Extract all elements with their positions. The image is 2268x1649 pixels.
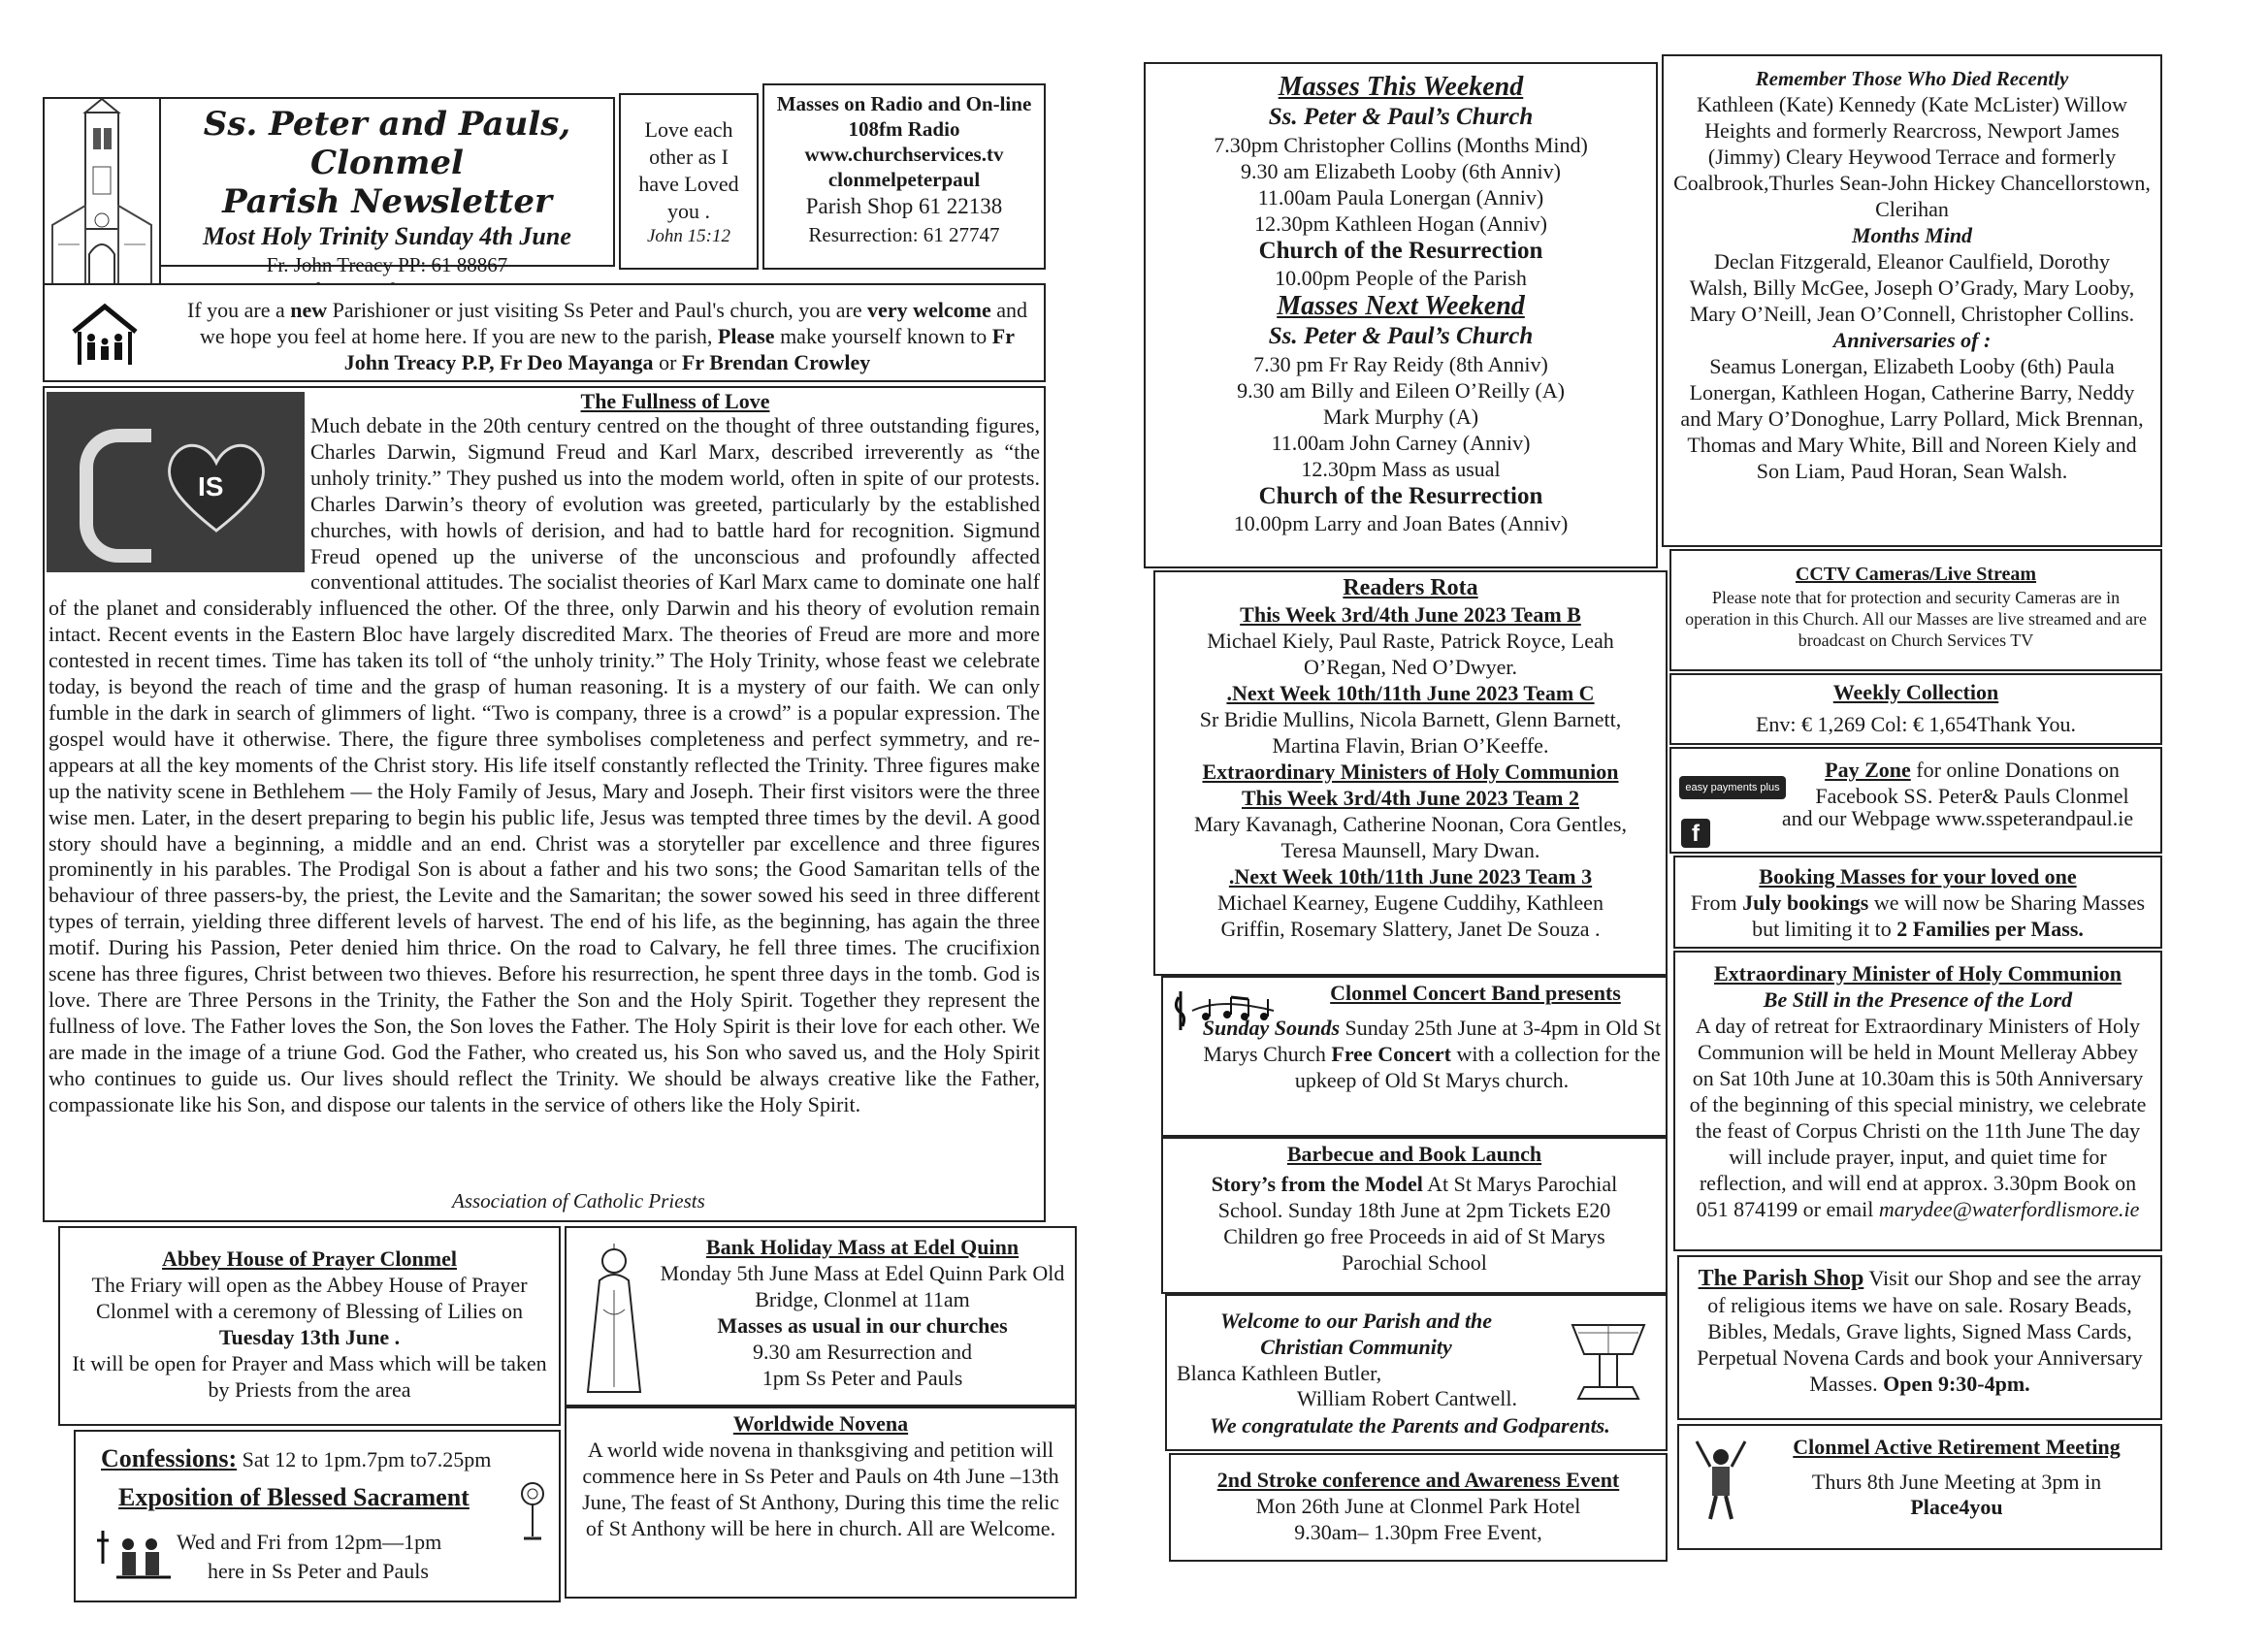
readers-w4-names: Michael Kearney, Eugene Cuddihy, Kathleen Griffin, Rosemary Slattery, Janet De Souza . bbox=[1217, 890, 1604, 941]
parish-shop-text: The Parish Shop Visit our Shop and see the array of religious items we have on sale. Rosary Beads, Bibles, Medals, Grave lights, Signed Mass Cards, Perpetual Novena Cards and book your Anniversary Masses. Open 9:30-4pm. bbox=[1697, 1266, 2143, 1396]
church1-title: Ss. Peter & Paul’s Church bbox=[1268, 104, 1534, 130]
readers-w3-names: Mary Kavanagh, Catherine Noonan, Cora Gentles, Teresa Maunsell, Mary Dwan. bbox=[1194, 812, 1627, 862]
tw-line-2: 9.30 am Elizabeth Looby (6th Anniv) bbox=[1241, 159, 1561, 183]
article-author: Association of Catholic Priests bbox=[452, 1189, 705, 1212]
tw-line-3: 11.00am Paula Lonergan (Anniv) bbox=[1257, 185, 1544, 210]
welcome-box bbox=[43, 283, 1046, 382]
concert-box bbox=[1161, 976, 1668, 1137]
church1-title-next: Ss. Peter & Paul’s Church bbox=[1268, 323, 1534, 349]
baptism-name1: Blanca Kathleen Butler, bbox=[1177, 1361, 1382, 1385]
abbey-box bbox=[58, 1226, 561, 1426]
payzone-box bbox=[1669, 747, 2162, 854]
readers-w4-title: .Next Week 10th/11th June 2023 Team 3 bbox=[1228, 864, 1593, 889]
months-mind-names: Declan Fitzgerald, Eleanor Caulfield, Dorothy Walsh, Billy McGee, Joseph O’Grady, Mary Looby, Mary O’Neill, Jean O’Connell, Christopher Collins. bbox=[1689, 249, 2135, 326]
bank-holiday-title: Bank Holiday Mass at Edel Quinn bbox=[705, 1235, 1020, 1259]
radio-url[interactable]: www.churchservices.tv bbox=[804, 143, 1004, 166]
float-spacer bbox=[49, 413, 310, 580]
nw-res-line: 10.00pm Larry and Joan Bates (Anniv) bbox=[1233, 511, 1569, 535]
masses-box bbox=[1144, 62, 1658, 568]
readers-w1-title: This Week 3rd/4th June 2023 Team B bbox=[1240, 602, 1581, 627]
nw-line-5: 12.30pm Mass as usual bbox=[1301, 457, 1501, 481]
article-body-wrap bbox=[49, 413, 1040, 1117]
collection-box bbox=[1669, 673, 2162, 745]
baptism-congrats: We congratulate the Parents and Godparents. bbox=[1210, 1413, 1610, 1438]
remember-title: Remember Those Who Died Recently bbox=[1755, 67, 2069, 90]
exposition-line1: Wed and Fri from 12pm—1pm bbox=[177, 1530, 442, 1554]
abbey-text-2: It will be open for Prayer and Mass which will be taken by Priests from the area bbox=[72, 1351, 547, 1402]
collection-title: Weekly Collection bbox=[1832, 680, 1999, 704]
cctv-text: Please note that for protection and security Cameras are in operation in this Church. All our Masses are live streamed and are broadcast on Church Services TV bbox=[1685, 588, 2147, 650]
church2-title: Church of the Resurrection bbox=[1258, 238, 1543, 264]
priest-1: Fr. John Treacy PP: 61 88867 bbox=[266, 253, 508, 276]
quote-text: Love each other as I have Loved you . bbox=[638, 117, 739, 223]
em-title: Extraordinary Ministers of Holy Communion bbox=[1202, 760, 1619, 784]
baptismal-font-icon bbox=[1565, 1306, 1652, 1403]
bank-holiday-line3: 9.30 am Resurrection and bbox=[752, 1340, 973, 1364]
radio-title: Masses on Radio and On-line 108fm Radio bbox=[776, 92, 1032, 141]
em-day-text: A day of retreat for Extraordinary Ministers of Holy Communion will be held in Mount Melleray Abbey on Sat 10th June at 10.30am this is 50th Anniversary of the beginning of this special ministry, we celebrate the feast of Corpus Christi on the 11th June The day will include prayer, input, and quiet time for reflection, and will end at approx. 3.30pm Book on 051 874199 or email marydee@waterfordlismore.ie bbox=[1689, 1014, 2147, 1221]
novena-text: A world wide novena in thanksgiving and petition will commence here in Ss Peter and Pauls on 4th June –13th June, The feast of St Anthony, During this time the relic of St Anthony will be here in church. All are Welcome. bbox=[582, 1438, 1059, 1540]
baptism-name2: William Robert Cantwell. bbox=[1297, 1386, 1518, 1410]
this-weekend-list bbox=[1146, 132, 1656, 237]
active-retirement-icon bbox=[1687, 1436, 1755, 1523]
novena-title: Worldwide Novena bbox=[732, 1411, 909, 1436]
em-day-title: Extraordinary Minister of Holy Communion bbox=[1713, 961, 2122, 986]
bank-holiday-line4: 1pm Ss Peter and Pauls bbox=[761, 1366, 963, 1390]
parish-shop-box bbox=[1677, 1255, 2162, 1420]
remember-names: Kathleen (Kate) Kennedy (Kate McLister) Willow Heights and formerly Rearcross, Newport James (Jimmy) Cleary Heywood Terrace and formerly Coalbrook,Thurles Sean-John Hickey Chancellorstown, Clerihan bbox=[1673, 92, 2151, 221]
barbecue-box bbox=[1161, 1137, 1668, 1294]
shop-phone: Parish Shop 61 22138 bbox=[805, 194, 1003, 218]
radio-id: clonmelpeterpaul bbox=[827, 168, 981, 191]
tw-line-1: 7.30pm Christopher Collins (Months Mind) bbox=[1214, 133, 1588, 157]
anniversaries-title: Anniversaries of : bbox=[1832, 328, 1992, 352]
readers-w2-names: Sr Bridie Mullins, Nicola Barnett, Glenn Barnett, Martina Flavin, Brian O’Keeffe. bbox=[1199, 707, 1622, 758]
bank-holiday-box bbox=[565, 1226, 1077, 1406]
remember-box bbox=[1662, 54, 2162, 547]
quote-ref: John 15:12 bbox=[646, 226, 730, 246]
abbey-text: The Friary will open as the Abbey House of Prayer Clonmel with a ceremony of Blessing of Lilies on Tuesday 13th June . bbox=[91, 1273, 528, 1349]
booking-text: From July bookings we will now be Sharing Masses but limiting it to 2 Families per Mass. bbox=[1690, 890, 2146, 941]
baptism-title: Welcome to our Parish and the Christian Community bbox=[1219, 1309, 1493, 1359]
anniversaries-names: Seamus Lonergan, Elizabeth Looby (6th) Paula Lonergan, Kathleen Hogan, Catherine Barry, Neddy and Mary O’Donoghue, Larry Pollard, Mick Brennan, Thomas and Mary White, Bill and Noreen Kiely and Son Liam, Paud Horan, Sean Walsh. bbox=[1680, 354, 2144, 483]
church-tower-icon bbox=[45, 99, 159, 297]
stroke-box bbox=[1169, 1453, 1668, 1562]
barbecue-text: Story’s from the Model At St Marys Parochial School. Sunday 18th June at 2pm Tickets E20 Children go free Proceeds in aid of St Marys Parochial School bbox=[1211, 1172, 1618, 1275]
concert-title: Clonmel Concert Band presents bbox=[1330, 981, 1621, 1005]
barbecue-title: Barbecue and Book Launch bbox=[1286, 1142, 1542, 1166]
stroke-line2: 9.30am– 1.30pm Free Event, bbox=[1294, 1520, 1542, 1544]
months-mind-title: Months Mind bbox=[1851, 223, 1973, 247]
retirement-title: Clonmel Active Retirement Meeting bbox=[1793, 1435, 2121, 1459]
readers-w3-title: This Week 3rd/4th June 2023 Team 2 bbox=[1242, 786, 1579, 810]
cctv-title: CCTV Cameras/Live Stream bbox=[1795, 564, 2037, 585]
stroke-title: 2nd Stroke conference and Awareness Event bbox=[1216, 1468, 1620, 1492]
resurrection-phone: Resurrection: 61 27747 bbox=[808, 223, 1000, 246]
readers-box bbox=[1153, 570, 1668, 976]
baptism-box bbox=[1165, 1294, 1668, 1451]
nw-line-4: 11.00am John Carney (Anniv) bbox=[1271, 431, 1531, 455]
family-home-icon bbox=[70, 301, 140, 369]
church2-title-next: Church of the Resurrection bbox=[1258, 483, 1543, 509]
welcome-text: If you are a new Parishioner or just visiting Ss Peter and Paul's church, you are very welcome and we hope you feel at home here. If you are new to the parish, Please make yourself known to Fr John Treacy P.P, Fr Deo Mayanga or Fr Brendan Crowley bbox=[186, 298, 1028, 374]
cctv-box bbox=[1669, 549, 2162, 671]
retirement-line2: Place4you bbox=[1910, 1495, 2003, 1519]
confessions-line: Confessions: Sat 12 to 1pm.7pm to7.25pm bbox=[101, 1444, 492, 1472]
nw-line-3: Mark Murphy (A) bbox=[1322, 404, 1479, 429]
right-page bbox=[1134, 0, 2268, 1649]
church-image-box bbox=[43, 97, 161, 299]
image-is-text: IS bbox=[198, 471, 224, 501]
novena-box bbox=[565, 1406, 1077, 1599]
article-body: Much debate in the 20th century centred on the thought of three outstanding figures, Charles Darwin, Sigmund Freud and Karl Marx, described irreverently as “the unholy trinity.” They pushed us into the modem world, often in spite of our protests. Charles Darwin’s theory of evolution was greeted, particularly by the established churches, with howls of derision, and had to battle hard for recognition. Sigmund Freud opened up the universe of the unconscious and profoundly affected conventional attitudes. The socialist theories of Karl Marx came to dominate one half of the planet and considerably influenced the other. Of the three, only Darwin and his theory of evolution remain intact. Recent events in the Eastern Bloc have largely discredited Marx. The theories of Freud are more and more contested in recent times. Time has taken its toll of “the unholy trinity.” The Holy Trinity, whose feast we celebrate today, is beyond the reach of time and the grasp of human reasoning. It is a mystery of our faith. We can only fumble in the dark in search of glimmers of light. “Two is company, three is a crowd” is a popular expression. The gospel would have it otherwise. There, the figure three symbolises completeness and perfect symmetry, and re-appears at all the key moments of the Christ story. His life itself constantly reflected the Trinity. Three figures make up the nativity scene in Bethlehem — the Holy Family of Jesus, Mary and Joseph. Their first visitors were the three wise men. Later, in the desert preparing to begin his public life, Jesus was tempted three times by the devil. A good story should have a beginning, a middle and an end. Christ was a storyteller par excellence and three figures prominently in his parables. The Prodigal Son is about a father and his two sons; the Good Samaritan tells of the behaviour of three passers-by, the priest, the Levite and the Samaritan; the sower sowed his seed in three different types of terrain, yielding three different levels of harvest. The end of his life, as the beginning, has again the three motif. During his Passion, Peter denied him thrice. On the road to Calvary, he fell three times. The crucifixion scene has three figures, Christ between two thieves. Before his resurrection, he spent three days in the tomb. God is love. There are Three Persons in the Trinity, the Father the Son and the Holy Spirit. Together they represent the fullness of love. The Father loves the Son, the Son loves the Father. The Holy Spirit is their love for each other. We are made in the image of a triune God. God the Father, who created us, his Son who saved us, and the Holy Spirit who continues to guide us. Our lives should reflect the Trinity. We should be always creative like the Father, compassionate like his Son, and dispose our talents in the service of others like the Holy Spirit. bbox=[49, 413, 1040, 1116]
payzone-text: Pay Zone for online Donations on Facebook SS. Peter& Pauls Clonmel bbox=[1815, 758, 2129, 808]
bank-holiday-line1: Monday 5th June Mass at Edel Quinn Park Old Bridge, Clonmel at 11am bbox=[660, 1261, 1065, 1311]
facebook-icon[interactable]: f bbox=[1681, 819, 1710, 848]
readers-w1-names: Michael Kiely, Paul Raste, Patrick Royce, Leah O’Regan, Ned O’Dwyer. bbox=[1207, 629, 1614, 679]
payzone-webpage[interactable]: and our Webpage www.sspeterandpaul.ie bbox=[1781, 806, 2134, 830]
nw-line-2: 9.30 am Billy and Eileen O’Reilly (A) bbox=[1237, 378, 1565, 403]
masses-this-weekend-title: Masses This Weekend bbox=[1278, 72, 1524, 102]
booking-box bbox=[1673, 856, 2162, 949]
readers-w2-title: .Next Week 10th/11th June 2023 Team C bbox=[1226, 681, 1595, 705]
tw-line-4: 12.30pm Kathleen Hogan (Anniv) bbox=[1254, 211, 1547, 236]
next-weekend-list bbox=[1146, 351, 1656, 482]
newsletter-name: Parish Newsletter bbox=[222, 182, 552, 221]
booking-title: Booking Masses for your loved one bbox=[1759, 864, 2077, 889]
adoration-icon bbox=[97, 1525, 175, 1583]
masses-next-weekend-title: Masses Next Weekend bbox=[1277, 291, 1525, 321]
quote-box bbox=[619, 93, 759, 270]
bank-holiday-text bbox=[654, 1234, 1071, 1391]
collection-text: Env: € 1,269 Col: € 1,654Thank You. bbox=[1755, 712, 2077, 736]
readers-title: Readers Rota bbox=[1343, 575, 1478, 600]
easy-payments-badge: easy payments plus bbox=[1679, 776, 1786, 799]
em-day-email[interactable]: marydee@waterfordlismore.ie bbox=[1878, 1197, 2140, 1221]
retirement-box bbox=[1677, 1424, 2162, 1550]
concert-text: Sunday Sounds Sunday 25th June at 3-4pm in Old St Marys Church Free Concert with a collection for the upkeep of Old St Marys church. bbox=[1202, 1016, 1662, 1092]
tw-res-line: 10.00pm People of the Parish bbox=[1275, 266, 1527, 290]
em-day-subtitle: Be Still in the Presence of the Lord bbox=[1763, 987, 2073, 1012]
newsletter-title-box bbox=[159, 97, 615, 276]
stroke-line1: Mon 26th June at Clonmel Park Hotel bbox=[1255, 1494, 1581, 1518]
monstrance-icon bbox=[518, 1478, 547, 1546]
retirement-line1: Thurs 8th June Meeting at 3pm in bbox=[1811, 1470, 2102, 1494]
article-title: The Fullness of Love bbox=[580, 389, 770, 413]
parish-name: Ss. Peter and Pauls, Clonmel bbox=[203, 105, 571, 182]
nw-line-1: 7.30 pm Fr Ray Reidy (8th Anniv) bbox=[1253, 352, 1548, 376]
radio-box bbox=[762, 83, 1046, 270]
exposition-line2: here in Ss Peter and Pauls bbox=[208, 1559, 429, 1583]
sunday-title: Most Holy Trinity Sunday 4th June bbox=[203, 222, 571, 250]
abbey-title: Abbey House of Prayer Clonmel bbox=[162, 1246, 457, 1271]
bank-holiday-line2: Masses as usual in our churches bbox=[717, 1313, 1008, 1338]
article-box bbox=[43, 386, 1046, 1222]
confessions-box bbox=[74, 1430, 561, 1602]
em-day-box bbox=[1673, 951, 2162, 1251]
saint-statue-icon bbox=[580, 1242, 648, 1397]
exposition-title: Exposition of Blessed Sacrament bbox=[118, 1483, 470, 1511]
